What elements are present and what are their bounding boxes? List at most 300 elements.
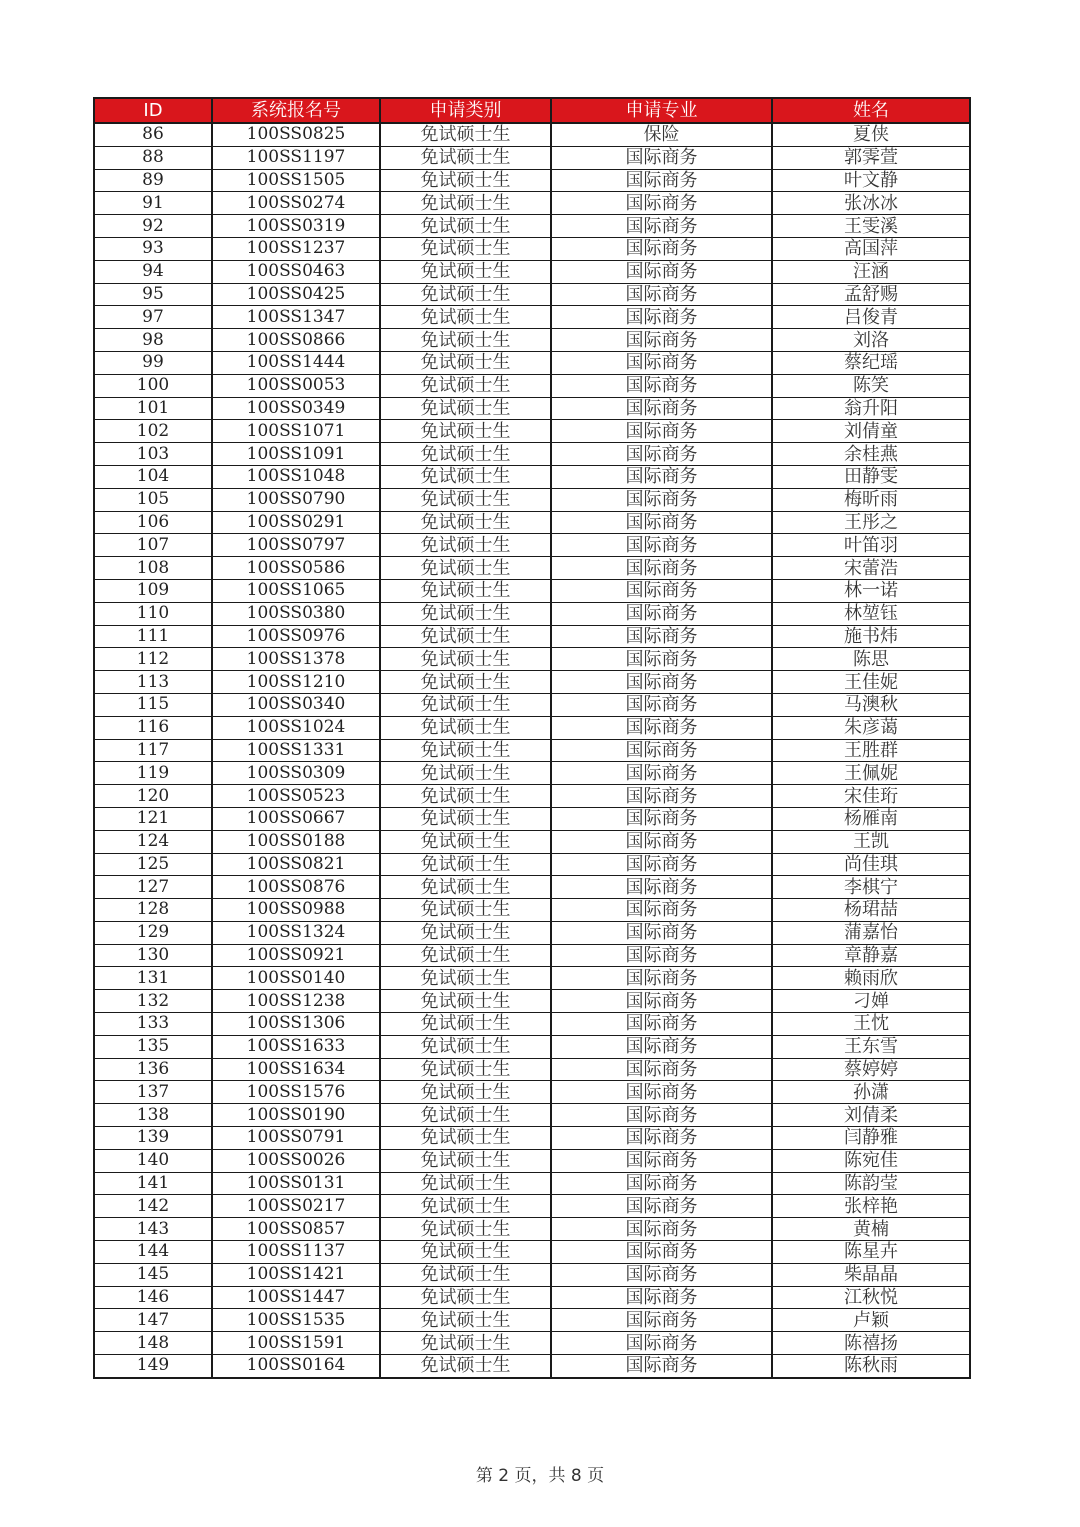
cell-major: 国际商务 <box>551 215 772 238</box>
cell-name: 王彤之 <box>772 511 970 534</box>
cell-name: 宋蕾浩 <box>772 557 970 580</box>
cell-major: 国际商务 <box>551 488 772 511</box>
cell-name: 陈笑 <box>772 374 970 397</box>
table-row <box>94 1149 970 1172</box>
table-row <box>94 465 970 488</box>
cell-major: 国际商务 <box>551 990 772 1013</box>
cell-registration-number: 100SS1306 <box>212 1013 380 1036</box>
cell-registration-number: 100SS1444 <box>212 351 380 374</box>
cell-major: 国际商务 <box>551 146 772 169</box>
cell-major: 国际商务 <box>551 397 772 420</box>
cell-major: 国际商务 <box>551 579 772 602</box>
cell-id: 120 <box>94 785 212 808</box>
cell-registration-number: 100SS1237 <box>212 237 380 260</box>
cell-major: 国际商务 <box>551 807 772 830</box>
cell-id: 104 <box>94 465 212 488</box>
cell-registration-number: 100SS0131 <box>212 1172 380 1195</box>
cell-name: 郭霁萱 <box>772 146 970 169</box>
cell-application-category: 免试硕士生 <box>380 534 551 557</box>
cell-id: 149 <box>94 1355 212 1378</box>
cell-application-category: 免试硕士生 <box>380 1218 551 1241</box>
cell-name: 陈韵莹 <box>772 1172 970 1195</box>
cell-registration-number: 100SS1210 <box>212 671 380 694</box>
cell-name: 陈星卉 <box>772 1241 970 1264</box>
cell-application-category: 免试硕士生 <box>380 1081 551 1104</box>
cell-application-category: 免试硕士生 <box>380 169 551 192</box>
cell-name: 赖雨欣 <box>772 967 970 990</box>
cell-major: 国际商务 <box>551 351 772 374</box>
cell-registration-number: 100SS0349 <box>212 397 380 420</box>
cell-major: 国际商务 <box>551 853 772 876</box>
cell-id: 133 <box>94 1013 212 1036</box>
cell-id: 109 <box>94 579 212 602</box>
cell-registration-number: 100SS0188 <box>212 830 380 853</box>
cell-major: 国际商务 <box>551 465 772 488</box>
cell-registration-number: 100SS1331 <box>212 739 380 762</box>
cell-application-category: 免试硕士生 <box>380 648 551 671</box>
table-row <box>94 123 970 146</box>
table-row <box>94 306 970 329</box>
cell-application-category: 免试硕士生 <box>380 579 551 602</box>
cell-registration-number: 100SS0463 <box>212 260 380 283</box>
table-row <box>94 260 970 283</box>
cell-major: 国际商务 <box>551 830 772 853</box>
table-row <box>94 990 970 1013</box>
cell-application-category: 免试硕士生 <box>380 990 551 1013</box>
cell-major: 国际商务 <box>551 192 772 215</box>
cell-id: 106 <box>94 511 212 534</box>
table-row <box>94 602 970 625</box>
cell-id: 128 <box>94 899 212 922</box>
cell-name: 江秋悦 <box>772 1286 970 1309</box>
cell-major: 国际商务 <box>551 785 772 808</box>
cell-major: 国际商务 <box>551 1195 772 1218</box>
cell-application-category: 免试硕士生 <box>380 716 551 739</box>
cell-id: 91 <box>94 192 212 215</box>
cell-application-category: 免试硕士生 <box>380 215 551 238</box>
cell-application-category: 免试硕士生 <box>380 1058 551 1081</box>
cell-major: 国际商务 <box>551 1127 772 1150</box>
cell-name: 汪涵 <box>772 260 970 283</box>
table-row <box>94 1081 970 1104</box>
cell-major: 国际商务 <box>551 1172 772 1195</box>
cell-id: 144 <box>94 1241 212 1264</box>
cell-major: 国际商务 <box>551 1355 772 1378</box>
cell-registration-number: 100SS1197 <box>212 146 380 169</box>
cell-application-category: 免试硕士生 <box>380 625 551 648</box>
cell-name: 尚佳琪 <box>772 853 970 876</box>
cell-major: 国际商务 <box>551 420 772 443</box>
table-row <box>94 443 970 466</box>
cell-application-category: 免试硕士生 <box>380 1309 551 1332</box>
cell-major: 国际商务 <box>551 306 772 329</box>
page-number: 第 2 页，共 8 页 <box>475 1466 605 1486</box>
header-application-category: 申请类别 <box>380 98 551 123</box>
cell-name: 翁升阳 <box>772 397 970 420</box>
cell-registration-number: 100SS1324 <box>212 921 380 944</box>
cell-application-category: 免试硕士生 <box>380 671 551 694</box>
cell-id: 94 <box>94 260 212 283</box>
cell-id: 97 <box>94 306 212 329</box>
cell-id: 138 <box>94 1104 212 1127</box>
cell-registration-number: 100SS1048 <box>212 465 380 488</box>
cell-name: 卢颖 <box>772 1309 970 1332</box>
cell-id: 100 <box>94 374 212 397</box>
cell-application-category: 免试硕士生 <box>380 762 551 785</box>
table-row <box>94 146 970 169</box>
cell-major: 国际商务 <box>551 1035 772 1058</box>
cell-application-category: 免试硕士生 <box>380 853 551 876</box>
cell-id: 102 <box>94 420 212 443</box>
cell-application-category: 免试硕士生 <box>380 1241 551 1264</box>
table-row <box>94 1172 970 1195</box>
table-row <box>94 1263 970 1286</box>
cell-registration-number: 100SS0309 <box>212 762 380 785</box>
cell-id: 117 <box>94 739 212 762</box>
cell-application-category: 免试硕士生 <box>380 397 551 420</box>
cell-name: 闫静雅 <box>772 1127 970 1150</box>
cell-registration-number: 100SS1505 <box>212 169 380 192</box>
cell-name: 杨珺喆 <box>772 899 970 922</box>
cell-major: 国际商务 <box>551 876 772 899</box>
table-row <box>94 192 970 215</box>
table-row <box>94 579 970 602</box>
cell-registration-number: 100SS0380 <box>212 602 380 625</box>
cell-id: 143 <box>94 1218 212 1241</box>
cell-registration-number: 100SS1091 <box>212 443 380 466</box>
cell-registration-number: 100SS0164 <box>212 1355 380 1378</box>
cell-application-category: 免试硕士生 <box>380 146 551 169</box>
table-row <box>94 830 970 853</box>
cell-id: 89 <box>94 169 212 192</box>
cell-id: 119 <box>94 762 212 785</box>
cell-major: 国际商务 <box>551 671 772 694</box>
cell-registration-number: 100SS1576 <box>212 1081 380 1104</box>
cell-name: 王东雪 <box>772 1035 970 1058</box>
table-row <box>94 716 970 739</box>
cell-application-category: 免试硕士生 <box>380 1127 551 1150</box>
cell-application-category: 免试硕士生 <box>380 1355 551 1378</box>
cell-major: 国际商务 <box>551 648 772 671</box>
cell-id: 110 <box>94 602 212 625</box>
table-row <box>94 1286 970 1309</box>
cell-application-category: 免试硕士生 <box>380 830 551 853</box>
cell-name: 施书炜 <box>772 625 970 648</box>
header-row <box>94 98 970 123</box>
cell-registration-number: 100SS0797 <box>212 534 380 557</box>
cell-name: 刘倩柔 <box>772 1104 970 1127</box>
table-row <box>94 1218 970 1241</box>
cell-name: 刁婵 <box>772 990 970 1013</box>
table-row <box>94 329 970 352</box>
cell-name: 张冰冰 <box>772 192 970 215</box>
table-row <box>94 1309 970 1332</box>
cell-application-category: 免试硕士生 <box>380 511 551 534</box>
cell-application-category: 免试硕士生 <box>380 1195 551 1218</box>
cell-registration-number: 100SS1634 <box>212 1058 380 1081</box>
cell-registration-number: 100SS0825 <box>212 123 380 146</box>
cell-id: 121 <box>94 807 212 830</box>
table-row <box>94 1104 970 1127</box>
cell-name: 林堃钰 <box>772 602 970 625</box>
cell-registration-number: 100SS1065 <box>212 579 380 602</box>
cell-name: 朱彦蔼 <box>772 716 970 739</box>
table-row <box>94 420 970 443</box>
cell-registration-number: 100SS1591 <box>212 1332 380 1355</box>
cell-major: 国际商务 <box>551 237 772 260</box>
table-row <box>94 807 970 830</box>
cell-registration-number: 100SS0790 <box>212 488 380 511</box>
cell-major: 国际商务 <box>551 1104 772 1127</box>
table-row <box>94 488 970 511</box>
cell-registration-number: 100SS0876 <box>212 876 380 899</box>
cell-application-category: 免试硕士生 <box>380 465 551 488</box>
header-id: ID <box>94 98 212 123</box>
cell-name: 梅昕雨 <box>772 488 970 511</box>
cell-major: 国际商务 <box>551 169 772 192</box>
cell-name: 陈秋雨 <box>772 1355 970 1378</box>
cell-major: 国际商务 <box>551 967 772 990</box>
table-row <box>94 1241 970 1264</box>
table-row <box>94 511 970 534</box>
cell-name: 张梓艳 <box>772 1195 970 1218</box>
cell-name: 蒲嘉怡 <box>772 921 970 944</box>
cell-major: 国际商务 <box>551 921 772 944</box>
cell-registration-number: 100SS1535 <box>212 1309 380 1332</box>
cell-application-category: 免试硕士生 <box>380 921 551 944</box>
cell-application-category: 免试硕士生 <box>380 785 551 808</box>
header-name: 姓名 <box>772 98 970 123</box>
cell-name: 高国萍 <box>772 237 970 260</box>
table-row <box>94 921 970 944</box>
cell-major: 国际商务 <box>551 534 772 557</box>
cell-name: 王忱 <box>772 1013 970 1036</box>
cell-application-category: 免试硕士生 <box>380 944 551 967</box>
cell-registration-number: 100SS0586 <box>212 557 380 580</box>
table-row <box>94 853 970 876</box>
table-body <box>94 123 970 1378</box>
cell-name: 柴晶晶 <box>772 1263 970 1286</box>
cell-id: 108 <box>94 557 212 580</box>
header-registration-number: 系统报名号 <box>212 98 380 123</box>
cell-application-category: 免试硕士生 <box>380 1104 551 1127</box>
cell-application-category: 免试硕士生 <box>380 602 551 625</box>
cell-major: 国际商务 <box>551 443 772 466</box>
cell-major: 国际商务 <box>551 1081 772 1104</box>
cell-id: 132 <box>94 990 212 1013</box>
cell-major: 国际商务 <box>551 716 772 739</box>
cell-id: 145 <box>94 1263 212 1286</box>
cell-application-category: 免试硕士生 <box>380 237 551 260</box>
cell-registration-number: 100SS1421 <box>212 1263 380 1286</box>
cell-application-category: 免试硕士生 <box>380 283 551 306</box>
cell-application-category: 免试硕士生 <box>380 306 551 329</box>
cell-application-category: 免试硕士生 <box>380 420 551 443</box>
table-row <box>94 374 970 397</box>
cell-registration-number: 100SS0274 <box>212 192 380 215</box>
cell-id: 130 <box>94 944 212 967</box>
cell-registration-number: 100SS1347 <box>212 306 380 329</box>
table-row <box>94 967 970 990</box>
cell-registration-number: 100SS0319 <box>212 215 380 238</box>
cell-id: 137 <box>94 1081 212 1104</box>
cell-id: 127 <box>94 876 212 899</box>
cell-registration-number: 100SS0866 <box>212 329 380 352</box>
cell-application-category: 免试硕士生 <box>380 488 551 511</box>
cell-name: 叶文静 <box>772 169 970 192</box>
cell-application-category: 免试硕士生 <box>380 557 551 580</box>
cell-registration-number: 100SS0667 <box>212 807 380 830</box>
cell-major: 国际商务 <box>551 1286 772 1309</box>
cell-registration-number: 100SS1071 <box>212 420 380 443</box>
cell-id: 93 <box>94 237 212 260</box>
cell-name: 陈禧扬 <box>772 1332 970 1355</box>
header-major: 申请专业 <box>551 98 772 123</box>
cell-application-category: 免试硕士生 <box>380 807 551 830</box>
cell-application-category: 免试硕士生 <box>380 693 551 716</box>
table-row <box>94 876 970 899</box>
cell-name: 夏侠 <box>772 123 970 146</box>
table-row <box>94 739 970 762</box>
cell-id: 148 <box>94 1332 212 1355</box>
cell-id: 129 <box>94 921 212 944</box>
cell-id: 142 <box>94 1195 212 1218</box>
cell-registration-number: 100SS1633 <box>212 1035 380 1058</box>
cell-name: 王佳妮 <box>772 671 970 694</box>
table-row <box>94 1058 970 1081</box>
table-row <box>94 899 970 922</box>
cell-id: 124 <box>94 830 212 853</box>
cell-registration-number: 100SS1137 <box>212 1241 380 1264</box>
cell-major: 国际商务 <box>551 739 772 762</box>
cell-name: 田静雯 <box>772 465 970 488</box>
table-row <box>94 557 970 580</box>
cell-name: 刘洛 <box>772 329 970 352</box>
cell-registration-number: 100SS1378 <box>212 648 380 671</box>
cell-id: 116 <box>94 716 212 739</box>
table-row <box>94 1127 970 1150</box>
table-row <box>94 1355 970 1378</box>
cell-id: 111 <box>94 625 212 648</box>
cell-major: 国际商务 <box>551 693 772 716</box>
cell-registration-number: 100SS0857 <box>212 1218 380 1241</box>
table-row <box>94 1195 970 1218</box>
table-row <box>94 169 970 192</box>
cell-application-category: 免试硕士生 <box>380 1013 551 1036</box>
cell-major: 国际商务 <box>551 1013 772 1036</box>
cell-major: 国际商务 <box>551 511 772 534</box>
table-row <box>94 785 970 808</box>
table-row <box>94 693 970 716</box>
cell-id: 112 <box>94 648 212 671</box>
cell-id: 140 <box>94 1149 212 1172</box>
cell-name: 陈思 <box>772 648 970 671</box>
cell-id: 99 <box>94 351 212 374</box>
cell-major: 国际商务 <box>551 329 772 352</box>
cell-id: 103 <box>94 443 212 466</box>
cell-major: 国际商务 <box>551 1058 772 1081</box>
cell-major: 国际商务 <box>551 1263 772 1286</box>
cell-major: 国际商务 <box>551 762 772 785</box>
cell-registration-number: 100SS0791 <box>212 1127 380 1150</box>
cell-major: 保险 <box>551 123 772 146</box>
cell-registration-number: 100SS1447 <box>212 1286 380 1309</box>
table-row <box>94 671 970 694</box>
cell-id: 125 <box>94 853 212 876</box>
cell-application-category: 免试硕士生 <box>380 1263 551 1286</box>
cell-major: 国际商务 <box>551 1218 772 1241</box>
cell-major: 国际商务 <box>551 1241 772 1264</box>
cell-application-category: 免试硕士生 <box>380 1149 551 1172</box>
cell-id: 139 <box>94 1127 212 1150</box>
cell-major: 国际商务 <box>551 557 772 580</box>
cell-registration-number: 100SS0976 <box>212 625 380 648</box>
table-row <box>94 397 970 420</box>
table-row <box>94 215 970 238</box>
cell-registration-number: 100SS0053 <box>212 374 380 397</box>
cell-major: 国际商务 <box>551 944 772 967</box>
cell-id: 101 <box>94 397 212 420</box>
cell-name: 马澳秋 <box>772 693 970 716</box>
cell-name: 蔡纪瑶 <box>772 351 970 374</box>
applicant-table <box>93 97 971 1379</box>
cell-name: 章静嘉 <box>772 944 970 967</box>
table-row <box>94 351 970 374</box>
cell-major: 国际商务 <box>551 1332 772 1355</box>
cell-application-category: 免试硕士生 <box>380 1286 551 1309</box>
cell-major: 国际商务 <box>551 1309 772 1332</box>
cell-name: 陈宛佳 <box>772 1149 970 1172</box>
cell-registration-number: 100SS0425 <box>212 283 380 306</box>
cell-registration-number: 100SS0523 <box>212 785 380 808</box>
table-row <box>94 283 970 306</box>
cell-id: 131 <box>94 967 212 990</box>
cell-application-category: 免试硕士生 <box>380 1332 551 1355</box>
cell-name: 林一诺 <box>772 579 970 602</box>
cell-name: 叶笛羽 <box>772 534 970 557</box>
cell-application-category: 免试硕士生 <box>380 739 551 762</box>
cell-registration-number: 100SS0026 <box>212 1149 380 1172</box>
table-header <box>94 98 970 123</box>
cell-name: 余桂燕 <box>772 443 970 466</box>
cell-name: 王凯 <box>772 830 970 853</box>
cell-application-category: 免试硕士生 <box>380 1172 551 1195</box>
cell-name: 王雯溪 <box>772 215 970 238</box>
cell-application-category: 免试硕士生 <box>380 876 551 899</box>
table-row <box>94 237 970 260</box>
cell-id: 107 <box>94 534 212 557</box>
cell-major: 国际商务 <box>551 283 772 306</box>
cell-id: 146 <box>94 1286 212 1309</box>
cell-registration-number: 100SS0291 <box>212 511 380 534</box>
cell-registration-number: 100SS0921 <box>212 944 380 967</box>
cell-name: 孙潇 <box>772 1081 970 1104</box>
cell-registration-number: 100SS0217 <box>212 1195 380 1218</box>
table-row <box>94 648 970 671</box>
cell-name: 王佩妮 <box>772 762 970 785</box>
cell-id: 135 <box>94 1035 212 1058</box>
cell-name: 蔡婷婷 <box>772 1058 970 1081</box>
cell-name: 杨雁南 <box>772 807 970 830</box>
cell-id: 105 <box>94 488 212 511</box>
cell-major: 国际商务 <box>551 899 772 922</box>
cell-major: 国际商务 <box>551 260 772 283</box>
table-row <box>94 625 970 648</box>
table-row <box>94 1332 970 1355</box>
cell-name: 李棋宁 <box>772 876 970 899</box>
cell-id: 141 <box>94 1172 212 1195</box>
table-row <box>94 534 970 557</box>
